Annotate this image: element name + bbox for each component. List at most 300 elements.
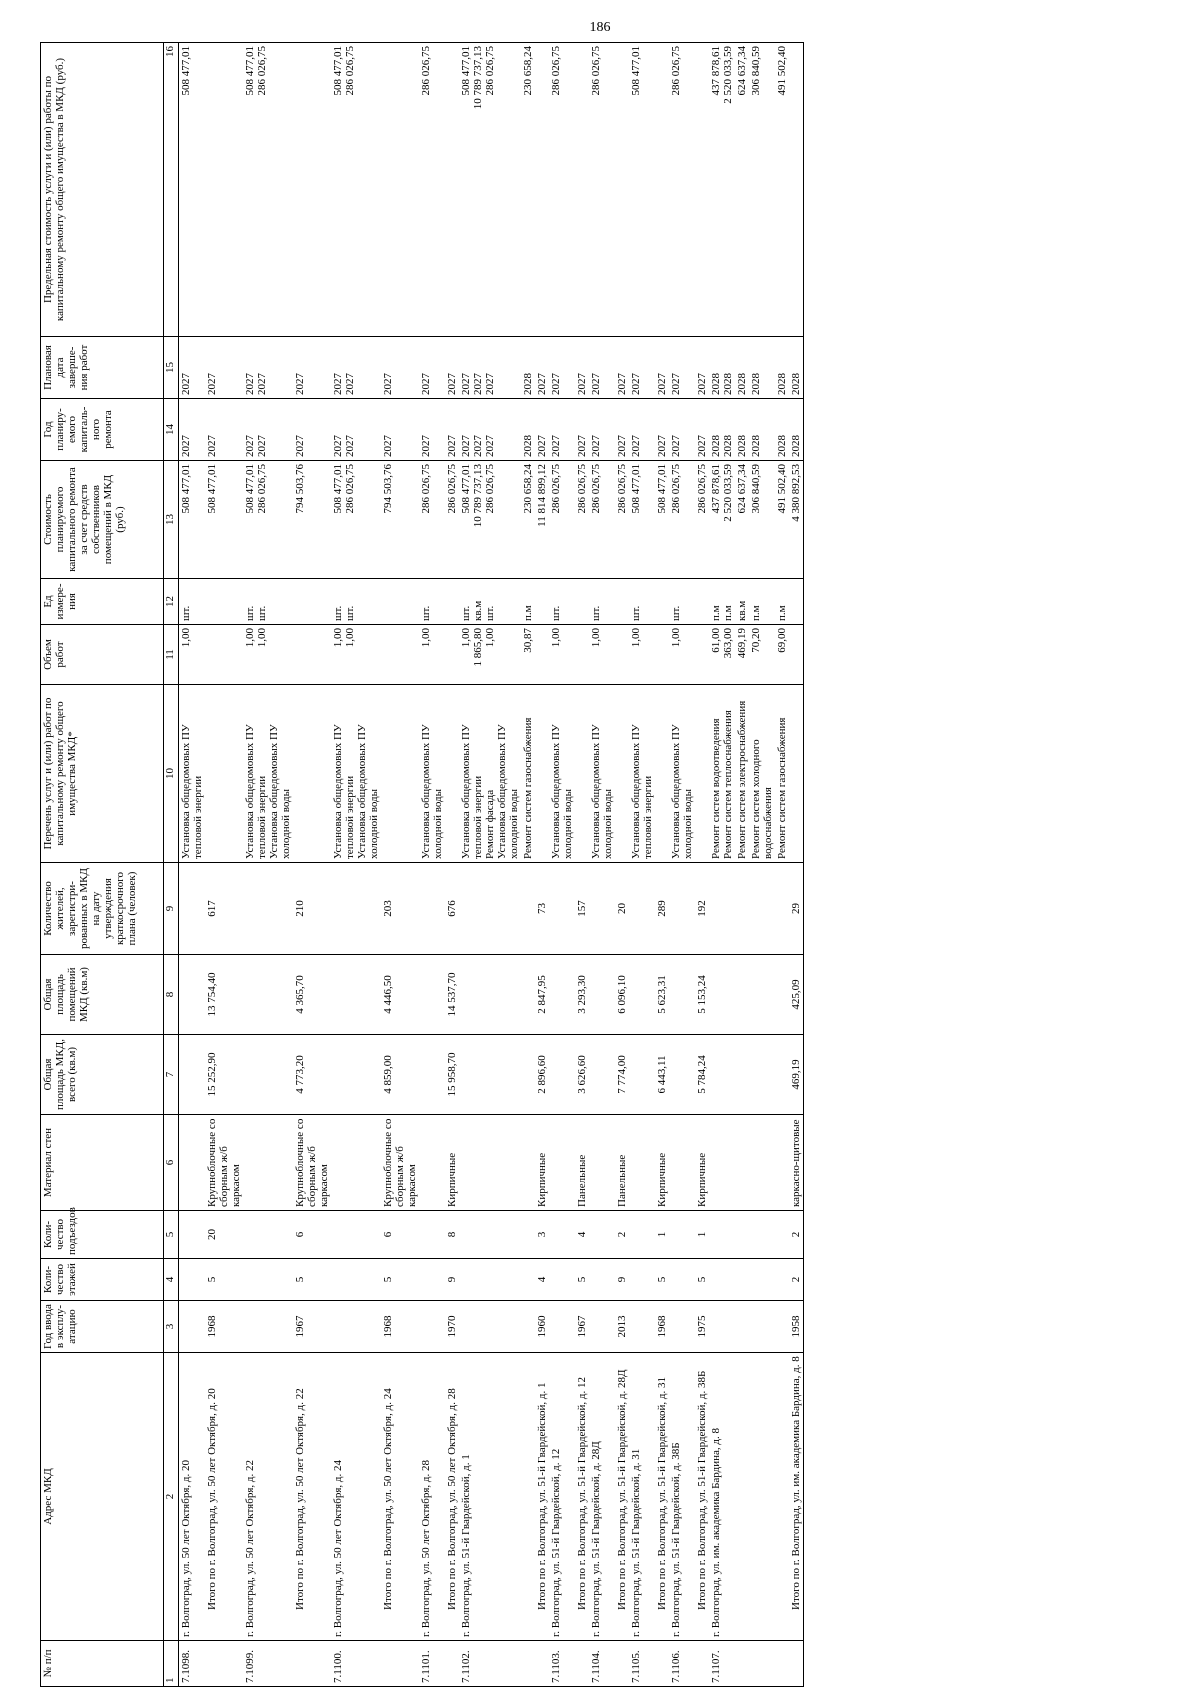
row-number: [615, 1641, 629, 1687]
residents: 73: [535, 863, 549, 955]
completion-year: [179, 337, 206, 399]
max-cost-item: 306 840,59: [750, 46, 762, 96]
max-cost-item: 286 026,75: [670, 46, 682, 96]
work-list-item: Установка общедомовых ПУ холодной воды: [496, 724, 520, 859]
planned-cost: [521, 461, 535, 579]
completion-year: [521, 337, 535, 399]
row-number: 7.1104.: [589, 1641, 615, 1687]
entrances: 6: [293, 1211, 331, 1259]
completion-year-item: 2028: [790, 373, 802, 395]
row-number: 7.1106.: [669, 1641, 695, 1687]
premises-area: 3 293,30: [575, 955, 589, 1035]
address: [749, 1353, 775, 1641]
work-list: [243, 685, 293, 863]
wall-material: [419, 1115, 445, 1211]
work-list: [419, 685, 445, 863]
table-row: [669, 43, 695, 1687]
work-volume: [243, 625, 293, 685]
residents: [459, 863, 521, 955]
total-area: 2 896,60: [535, 1035, 549, 1115]
unit-item: шт.: [180, 605, 192, 621]
column-header-10: Перечень услуг и (или) работ по капитальному ремонту общего имущества МКД*: [41, 685, 164, 863]
completion-year-item: 2027: [484, 373, 496, 395]
column-number-6: 6: [164, 1115, 179, 1211]
repair-year-item: 2027: [244, 435, 256, 457]
work-list: [575, 685, 589, 863]
wall-material: [459, 1115, 521, 1211]
repair-year-item: 2027: [180, 435, 192, 457]
work-volume-item: 69,00: [776, 628, 788, 653]
planned-cost-item: 286 026,75: [256, 464, 268, 514]
work-list: [615, 685, 629, 863]
year-built: [549, 1301, 575, 1353]
max-cost: [381, 43, 419, 337]
repair-year-item: 2027: [696, 435, 708, 457]
total-area: [419, 1035, 445, 1115]
column-header-6: Материал стен: [41, 1115, 164, 1211]
column-header-15: Плановая дата заверше-ния работ: [41, 337, 164, 399]
work-list-item: Установка общедомовых ПУ холодной воды: [550, 724, 574, 859]
residents: [749, 863, 775, 955]
total-area: 4 773,20: [293, 1035, 331, 1115]
entrances: 6: [381, 1211, 419, 1259]
max-cost-item: 624 637,34: [736, 46, 748, 96]
premises-area: [669, 955, 695, 1035]
max-cost-item: 491 502,40: [776, 46, 788, 96]
address: Итого по г. Волгоград, ул. 51-й Гвардейской, д. 31: [655, 1353, 669, 1641]
repair-year: [521, 399, 535, 461]
work-volume-item: 1,00: [460, 628, 472, 648]
residents: [735, 863, 749, 955]
completion-year: [775, 337, 789, 399]
work-list-item: Ремонт систем холодного водоснабжения: [750, 739, 774, 859]
total-area: [521, 1035, 535, 1115]
completion-year-item: 2027: [332, 373, 344, 395]
floors: [419, 1259, 445, 1301]
year-built: 1968: [655, 1301, 669, 1353]
table-body: [179, 43, 804, 1687]
repair-year: [205, 399, 243, 461]
row-number: 7.1098.: [179, 1641, 206, 1687]
max-cost: [669, 43, 695, 337]
floors: [749, 1259, 775, 1301]
max-cost: [243, 43, 293, 337]
year-built: [419, 1301, 445, 1353]
wall-material: [243, 1115, 293, 1211]
floors: 5: [655, 1259, 669, 1301]
wall-material: Крупноблочные со сборным ж/б каркасом: [205, 1115, 243, 1211]
premises-area: [521, 955, 535, 1035]
completion-year: [549, 337, 575, 399]
column-number-7: 7: [164, 1035, 179, 1115]
work-list: [589, 685, 615, 863]
completion-year-item: 2027: [670, 373, 682, 395]
residents: [775, 863, 789, 955]
planned-cost-item: 508 477,01: [206, 464, 218, 514]
address: г. Волгоград, ул. 51-й Гвардейской, д. 1: [459, 1353, 521, 1641]
column-number-1: 1: [164, 1641, 179, 1687]
year-built: [459, 1301, 521, 1353]
work-volume-item: 1,00: [244, 628, 256, 648]
planned-cost: [535, 461, 549, 579]
max-cost: [789, 43, 804, 337]
floors: 9: [615, 1259, 629, 1301]
wall-material: [735, 1115, 749, 1211]
entrances: 3: [535, 1211, 549, 1259]
floors: 5: [381, 1259, 419, 1301]
rotated-table-page: [40, 43, 1160, 1687]
work-list: [775, 685, 789, 863]
total-area: 469,19: [789, 1035, 804, 1115]
work-volume-item: 61,00: [710, 628, 722, 653]
wall-material: Панельные: [575, 1115, 589, 1211]
completion-year: [575, 337, 589, 399]
repair-year-item: 2027: [536, 435, 548, 457]
work-list-item: Ремонт систем теплоснабжения: [722, 710, 734, 859]
repair-year-item: 2028: [790, 435, 802, 457]
total-area: [243, 1035, 293, 1115]
work-volume: [179, 625, 206, 685]
year-built: [735, 1301, 749, 1353]
repair-year: [575, 399, 589, 461]
completion-year: [243, 337, 293, 399]
work-volume: [589, 625, 615, 685]
repair-year: [629, 399, 655, 461]
row-number: [695, 1641, 709, 1687]
completion-year-item: 2028: [522, 373, 534, 395]
max-cost-item: 286 026,75: [484, 46, 496, 96]
address: г. Волгоград, ул. 50 лет Октября, д. 28: [419, 1353, 445, 1641]
table-row: [549, 43, 575, 1687]
work-volume-item: 1 865,80: [472, 628, 484, 667]
entrances: [629, 1211, 655, 1259]
completion-year: [655, 337, 669, 399]
premises-area: [549, 955, 575, 1035]
total-area: 15 958,70: [445, 1035, 459, 1115]
year-built: 1968: [205, 1301, 243, 1353]
column-header-8: Общая площадь помещений МКД (кв.м): [41, 955, 164, 1035]
year-built: 1960: [535, 1301, 549, 1353]
work-list-item: Ремонт систем электроснабжения: [736, 700, 748, 859]
address: Итого по г. Волгоград, ул. 50 лет Октября, д. 28: [445, 1353, 459, 1641]
work-list: [709, 685, 735, 863]
unit-item: шт.: [332, 605, 344, 621]
max-cost-item: 286 026,75: [420, 46, 432, 96]
wall-material: [589, 1115, 615, 1211]
unit: [655, 579, 669, 625]
repair-year-item: 2027: [590, 435, 602, 457]
work-volume-item: 1,00: [670, 628, 682, 648]
table-row: [205, 43, 243, 1687]
work-volume-item: 1,00: [344, 628, 356, 648]
row-number: 7.1099.: [243, 1641, 293, 1687]
total-area: [549, 1035, 575, 1115]
max-cost-item: 437 878,61: [710, 46, 722, 96]
unit: [445, 579, 459, 625]
planned-cost: [695, 461, 709, 579]
column-number-12: 12: [164, 579, 179, 625]
row-number: [445, 1641, 459, 1687]
planned-cost-item: 286 026,75: [446, 464, 458, 514]
completion-year: [445, 337, 459, 399]
completion-year: [709, 337, 735, 399]
residents: 157: [575, 863, 589, 955]
column-header-11: Объем работ: [41, 625, 164, 685]
column-number-13: 13: [164, 461, 179, 579]
completion-year-item: 2027: [382, 373, 394, 395]
total-area: [709, 1035, 735, 1115]
wall-material: Панельные: [615, 1115, 629, 1211]
planned-cost-item: 286 026,75: [344, 464, 356, 514]
wall-material: [549, 1115, 575, 1211]
planned-cost-item: 794 503,76: [382, 464, 394, 514]
premises-area: [179, 955, 206, 1035]
row-number: [381, 1641, 419, 1687]
work-volume: [459, 625, 521, 685]
work-list-item: Ремонт фасада: [484, 789, 496, 859]
completion-year: [735, 337, 749, 399]
repair-year: [669, 399, 695, 461]
unit: [459, 579, 521, 625]
work-list-item: Установка общедомовых ПУ холодной воды: [356, 724, 380, 859]
work-list: [695, 685, 709, 863]
completion-year-item: 2028: [722, 373, 734, 395]
table-row: [589, 43, 615, 1687]
max-cost: [615, 43, 629, 337]
work-list-item: Установка общедомовых ПУ холодной воды: [268, 724, 292, 859]
wall-material: Кирпичные: [535, 1115, 549, 1211]
planned-cost: [669, 461, 695, 579]
column-header-12: Ед измере-ния: [41, 579, 164, 625]
year-built: 1970: [445, 1301, 459, 1353]
wall-material: Кирпичные: [695, 1115, 709, 1211]
column-header-7: Общая площадь МКД, всего (кв.м): [41, 1035, 164, 1115]
repair-year: [655, 399, 669, 461]
address: Итого по г. Волгоград, ул. 51-й Гвардейской, д. 12: [575, 1353, 589, 1641]
table-row: [709, 43, 735, 1687]
completion-year-item: 2028: [750, 373, 762, 395]
completion-year-item: 2027: [180, 373, 192, 395]
max-cost: [549, 43, 575, 337]
entrances: 1: [695, 1211, 709, 1259]
floors: [709, 1259, 735, 1301]
unit-item: шт.: [244, 605, 256, 621]
wall-material: [749, 1115, 775, 1211]
wall-material: [521, 1115, 535, 1211]
max-cost: [709, 43, 735, 337]
planned-cost-item: 794 503,76: [294, 464, 306, 514]
table-row: [179, 43, 206, 1687]
entrances: [243, 1211, 293, 1259]
max-cost: [459, 43, 521, 337]
unit-item: кв.м: [736, 600, 748, 621]
work-list: [549, 685, 575, 863]
completion-year-item: 2027: [550, 373, 562, 395]
entrances: 4: [575, 1211, 589, 1259]
work-volume: [575, 625, 589, 685]
completion-year: [615, 337, 629, 399]
work-list: [521, 685, 535, 863]
entrances: [669, 1211, 695, 1259]
work-list-item: Ремонт систем газоснабжения: [522, 717, 534, 859]
max-cost: [775, 43, 789, 337]
work-list: [205, 685, 243, 863]
repair-year-item: 2027: [460, 435, 472, 457]
total-area: [735, 1035, 749, 1115]
planned-cost-item: 286 026,75: [590, 464, 602, 514]
max-cost-item: 286 026,75: [590, 46, 602, 96]
unit: [205, 579, 243, 625]
residents: [589, 863, 615, 955]
max-cost-item: 286 026,75: [344, 46, 356, 96]
work-list: [293, 685, 331, 863]
completion-year-item: 2027: [576, 373, 588, 395]
completion-year-item: 2027: [656, 373, 668, 395]
column-header-3: Год ввода в эксплу-атацию: [41, 1301, 164, 1353]
planned-cost: [445, 461, 459, 579]
residents: 20: [615, 863, 629, 955]
entrances: [775, 1211, 789, 1259]
completion-year: [459, 337, 521, 399]
completion-year-item: 2027: [536, 373, 548, 395]
max-cost: [695, 43, 709, 337]
planned-cost: [655, 461, 669, 579]
row-number: [775, 1641, 789, 1687]
max-cost-item: 508 477,01: [630, 46, 642, 96]
year-built: 1958: [789, 1301, 804, 1353]
row-number: 7.1100.: [331, 1641, 381, 1687]
planned-cost-item: 286 026,75: [484, 464, 496, 514]
work-list-item: Установка общедомовых ПУ тепловой энергии: [460, 724, 484, 859]
completion-year-item: 2027: [630, 373, 642, 395]
floors: 9: [445, 1259, 459, 1301]
completion-year-item: 2027: [294, 373, 306, 395]
address: [521, 1353, 535, 1641]
residents: [179, 863, 206, 955]
entrances: 2: [615, 1211, 629, 1259]
entrances: [589, 1211, 615, 1259]
premises-area: [419, 955, 445, 1035]
completion-year-item: 2028: [736, 373, 748, 395]
residents: [243, 863, 293, 955]
wall-material: каркасно-щитовые: [789, 1115, 804, 1211]
work-volume-item: 1,00: [180, 628, 192, 648]
year-built: [775, 1301, 789, 1353]
residents: 203: [381, 863, 419, 955]
total-area: [669, 1035, 695, 1115]
table-row: [775, 43, 789, 1687]
planned-cost: [179, 461, 206, 579]
max-cost: [419, 43, 445, 337]
entrances: [331, 1211, 381, 1259]
unit: [521, 579, 535, 625]
planned-cost-item: 437 878,61: [710, 464, 722, 514]
completion-year-item: 2027: [206, 373, 218, 395]
planned-cost: [293, 461, 331, 579]
max-cost-item: 286 026,75: [550, 46, 562, 96]
planned-cost-item: 508 477,01: [244, 464, 256, 514]
completion-year-item: 2027: [446, 373, 458, 395]
repair-year-item: 2027: [294, 435, 306, 457]
planned-cost: [709, 461, 735, 579]
unit: [615, 579, 629, 625]
max-cost: [445, 43, 459, 337]
unit-item: шт.: [670, 605, 682, 621]
repair-year: [535, 399, 549, 461]
floors: 5: [695, 1259, 709, 1301]
residents: [521, 863, 535, 955]
row-number: 7.1102.: [459, 1641, 521, 1687]
work-list-item: Установка общедомовых ПУ тепловой энергии: [180, 724, 204, 859]
completion-year-item: 2027: [244, 373, 256, 395]
planned-cost-item: 508 477,01: [656, 464, 668, 514]
unit-item: шт.: [550, 605, 562, 621]
completion-year: [205, 337, 243, 399]
floors: [521, 1259, 535, 1301]
address: Итого по г. Волгоград, ул. 51-й Гвардейской, д. 28Д: [615, 1353, 629, 1641]
max-cost: [293, 43, 331, 337]
max-cost-item: 508 477,01: [244, 46, 256, 96]
premises-area: [459, 955, 521, 1035]
column-number-5: 5: [164, 1211, 179, 1259]
max-cost: [331, 43, 381, 337]
year-built: [629, 1301, 655, 1353]
wall-material: [775, 1115, 789, 1211]
planned-cost: [331, 461, 381, 579]
max-cost-item: 508 477,01: [332, 46, 344, 96]
unit: [243, 579, 293, 625]
planned-cost: [735, 461, 749, 579]
work-volume: [535, 625, 549, 685]
planned-cost: [549, 461, 575, 579]
unit: [735, 579, 749, 625]
work-list-item: Ремонт систем газоснабжения: [776, 717, 788, 859]
completion-year: [695, 337, 709, 399]
work-list: [655, 685, 669, 863]
residents: [331, 863, 381, 955]
repair-year-item: 2027: [256, 435, 268, 457]
column-number-14: 14: [164, 399, 179, 461]
floors: 5: [575, 1259, 589, 1301]
address: Итого по г. Волгоград, ул. 50 лет Октября, д. 22: [293, 1353, 331, 1641]
column-header-13: Стоимость планируемого капитального ремонта за счет средств собственников помещений в МКД (руб.): [41, 461, 164, 579]
work-list-item: Установка общедомовых ПУ тепловой энергии: [332, 724, 356, 859]
year-built: [179, 1301, 206, 1353]
unit: [419, 579, 445, 625]
work-volume: [709, 625, 735, 685]
unit-item: шт.: [630, 605, 642, 621]
repair-year-item: 2027: [332, 435, 344, 457]
work-list: [789, 685, 804, 863]
planned-cost-item: 4 380 892,53: [790, 464, 802, 522]
premises-area: [629, 955, 655, 1035]
unit-item: шт.: [484, 605, 496, 621]
work-list-item: Установка общедомовых ПУ холодной воды: [590, 724, 614, 859]
unit-item: п.м: [722, 605, 734, 621]
column-number-2: 2: [164, 1353, 179, 1641]
work-volume: [735, 625, 749, 685]
planned-cost: [629, 461, 655, 579]
column-number-11: 11: [164, 625, 179, 685]
row-number: 7.1105.: [629, 1641, 655, 1687]
planned-cost: [419, 461, 445, 579]
column-number-10: 10: [164, 685, 179, 863]
repair-year: [615, 399, 629, 461]
year-built: 2013: [615, 1301, 629, 1353]
page-number: 186: [589, 20, 611, 35]
wall-material: Крупноблочные со сборным ж/б каркасом: [381, 1115, 419, 1211]
completion-year-item: 2027: [420, 373, 432, 395]
